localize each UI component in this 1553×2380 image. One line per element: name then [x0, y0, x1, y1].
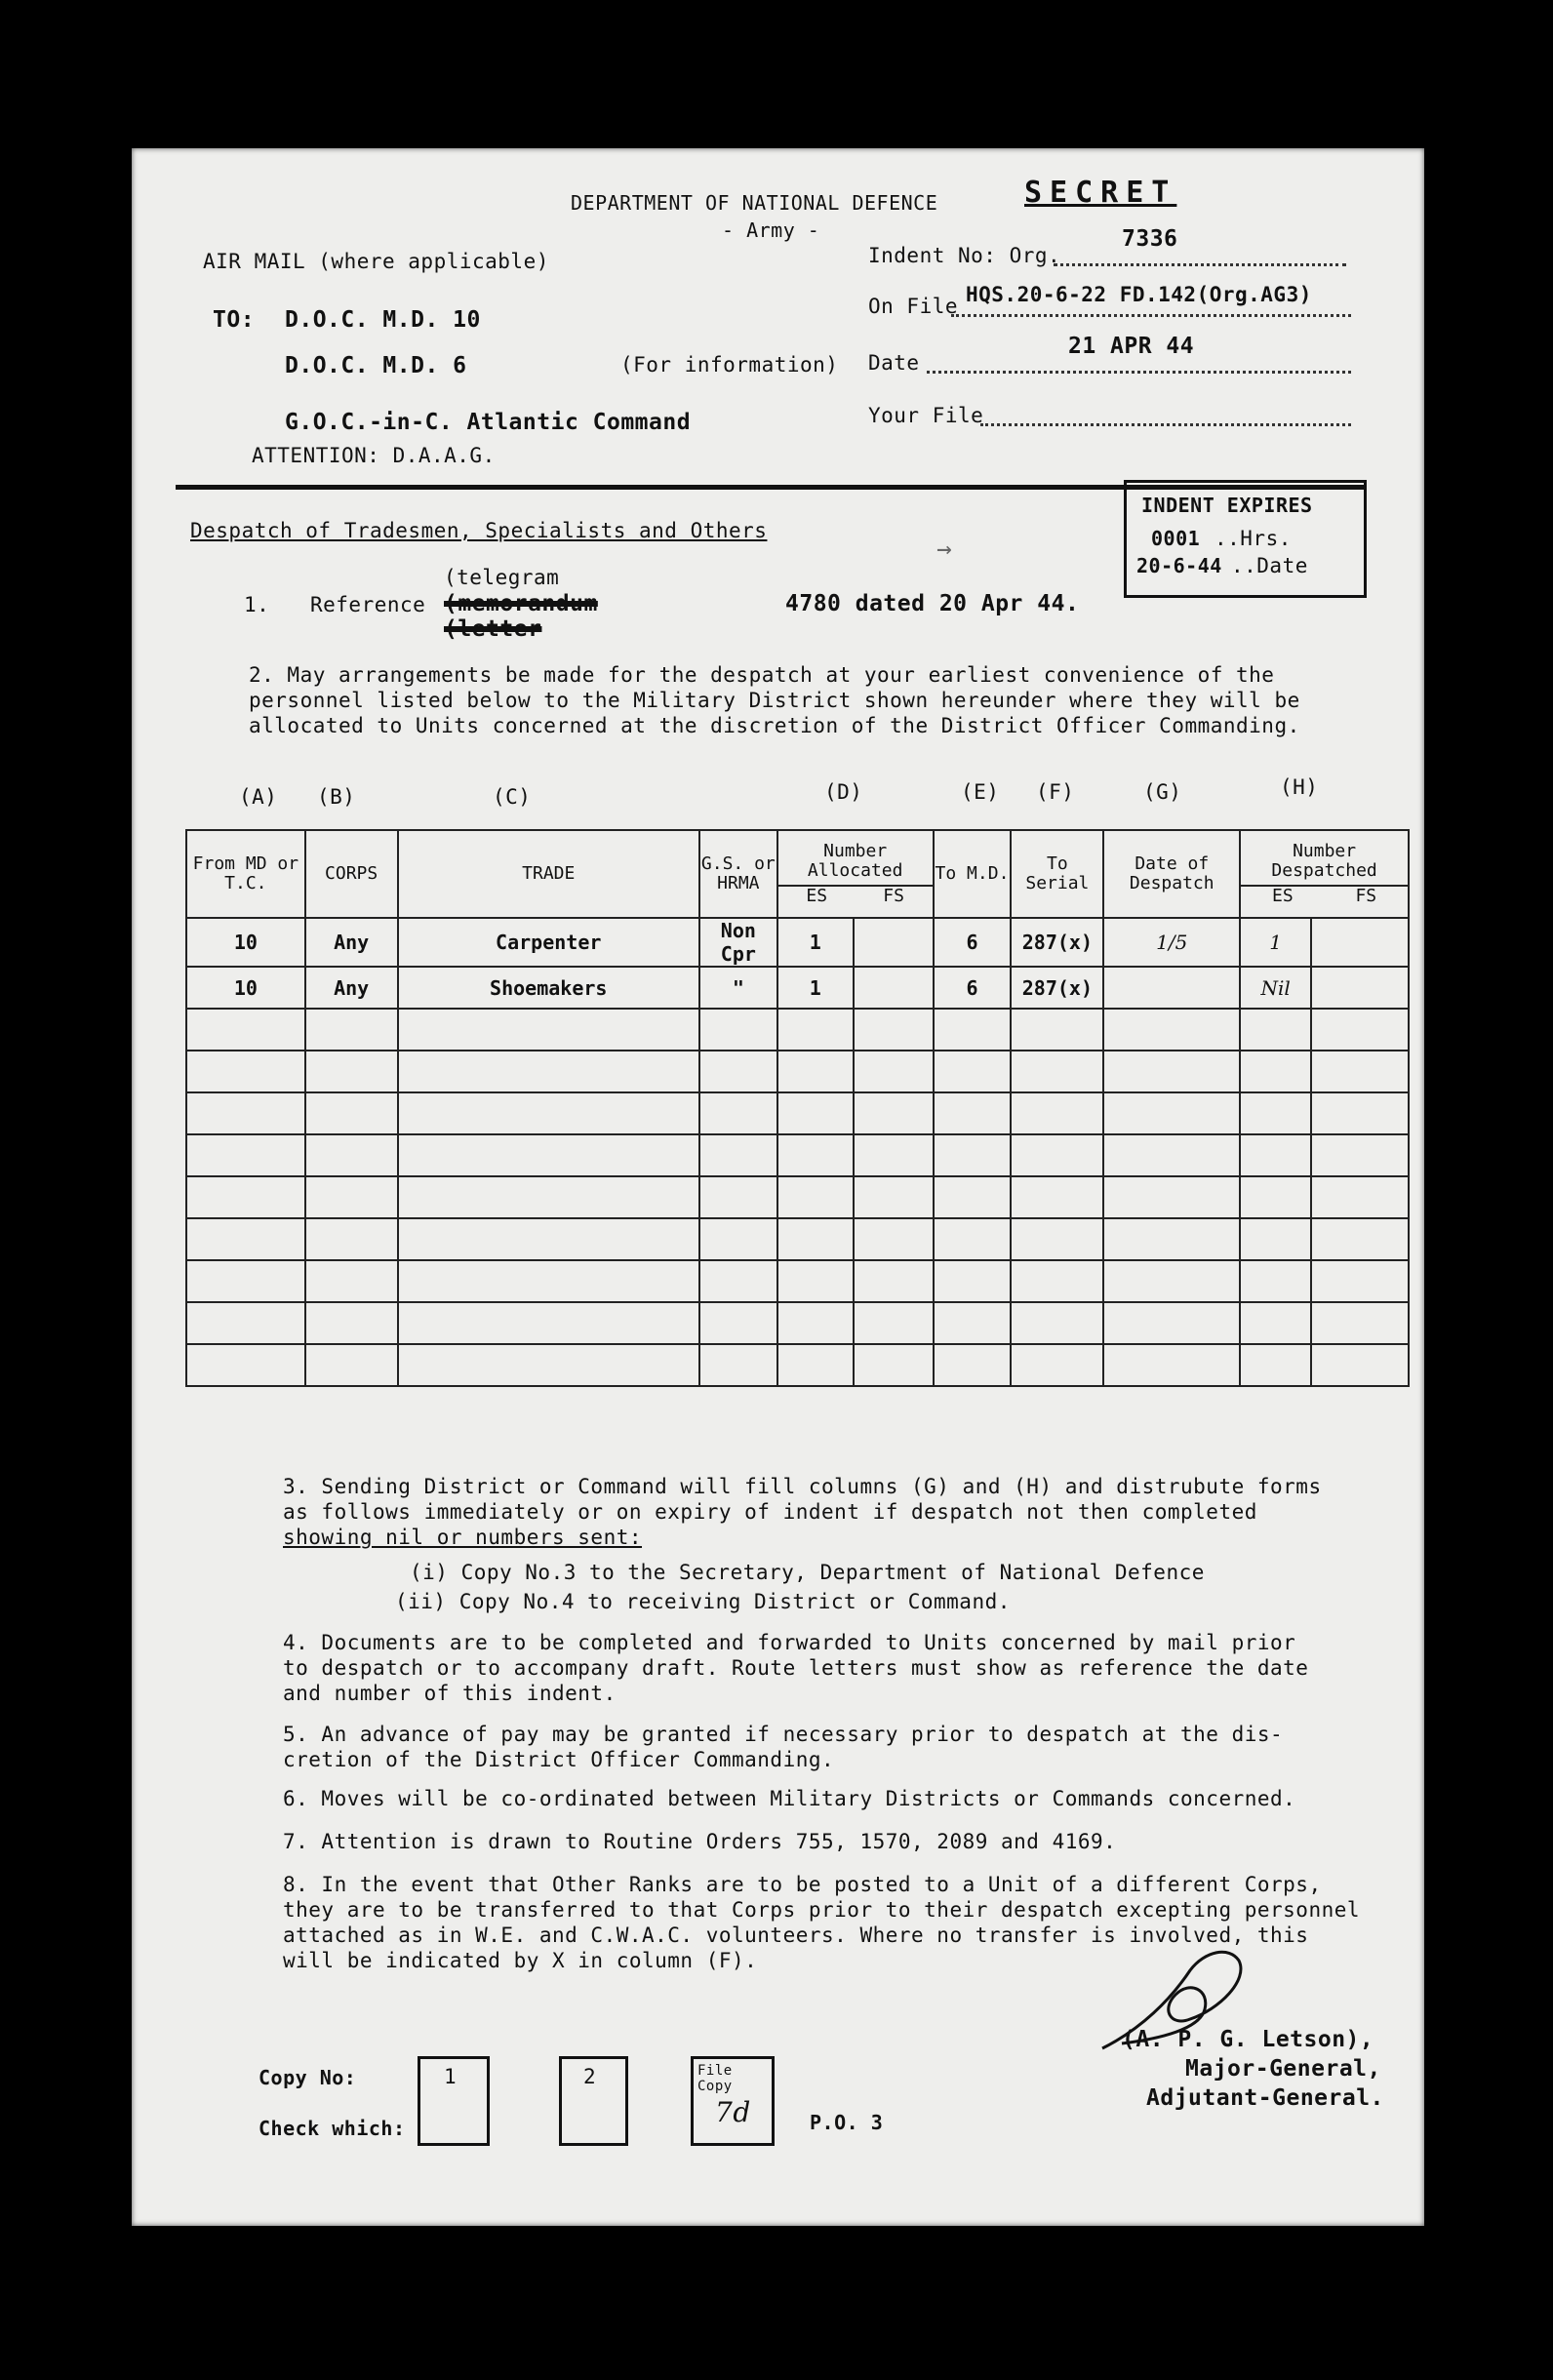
cell-to-md: 6 [934, 918, 1012, 967]
cell-date-despatch [1103, 967, 1240, 1009]
copy-box-file-handwriting: 7d [715, 2096, 751, 2128]
para3-line3: showing nil or numbers sent: [283, 1526, 643, 1549]
table-row-empty [186, 1260, 1409, 1302]
cell-gs: " [699, 967, 777, 1009]
column-letter-f: (F) [1036, 780, 1075, 804]
cell-alloc-es: 1 [777, 918, 854, 967]
cell-trade: Carpenter [398, 918, 699, 967]
para3-line2: as follows immediately or on expiry of indent if despatch not then completed [283, 1500, 1257, 1524]
cell-to-md: 6 [934, 967, 1012, 1009]
para1-label: Reference [310, 593, 426, 616]
expires-date-label: ..Date [1231, 554, 1308, 577]
header-number-allocated-title: Number Allocated [807, 841, 903, 881]
para2-line3: allocated to Units concerned at the discretion of the District Officer Commanding. [249, 714, 1300, 737]
copy-no-label: Copy No: [259, 2066, 357, 2089]
para1-struck-option-1: (memorandum [444, 591, 598, 616]
table-row-empty [186, 1176, 1409, 1218]
cell-corps: Any [305, 918, 398, 967]
header-number-despatched-title: Number Despatched [1271, 841, 1377, 881]
copy-box-2-label: 2 [583, 2065, 597, 2088]
department-heading: DEPARTMENT OF NATIONAL DEFENCE [571, 191, 938, 215]
cell-alloc-fs [854, 918, 934, 967]
header-number-allocated [777, 830, 934, 918]
copy-box-2[interactable] [559, 2056, 628, 2146]
cell-to-serial: 287(x) [1011, 918, 1103, 967]
copy4-instruction: (ii) Copy No.4 to receiving District or Command. [395, 1590, 1011, 1613]
column-letter-h: (H) [1280, 775, 1319, 799]
table-row-empty [186, 1218, 1409, 1260]
indent-value: 7336 [1122, 226, 1178, 252]
table-row-empty [186, 1092, 1409, 1134]
expires-date-value: 20-6-44 [1136, 554, 1222, 577]
cell-desp-fs [1311, 967, 1409, 1009]
copy-box-1[interactable] [418, 2056, 490, 2146]
para1-telegram: (telegram [444, 566, 560, 589]
para5-line1: 5. An advance of pay may be granted if necessary prior to despatch at the dis- [283, 1723, 1284, 1746]
table-row [186, 967, 1409, 1009]
header-from: From MD or T.C. [186, 830, 305, 918]
column-letter-e: (E) [961, 780, 1000, 804]
header-corps: CORPS [305, 830, 398, 918]
para8-line1: 8. In the event that Other Ranks are to be posted to a Unit of a different Corps, [283, 1873, 1322, 1896]
table-row-empty [186, 1302, 1409, 1344]
date-label: Date [868, 351, 920, 375]
addressee-2: D.O.C. M.D. 6 [285, 353, 467, 378]
para5-line2: cretion of the District Officer Commanding. [283, 1748, 835, 1771]
column-letter-c: (C) [493, 785, 532, 809]
table-row-empty [186, 1134, 1409, 1176]
on-file-dotted-line [951, 314, 1351, 317]
table-row-empty [186, 1051, 1409, 1092]
cell-desp-es: 1 [1240, 918, 1311, 967]
subject-line: Despatch of Tradesmen, Specialists and Others [190, 519, 768, 542]
para6: 6. Moves will be co-ordinated between Military Districts or Commands concerned. [283, 1787, 1296, 1810]
header-date-despatch: Date of Despatch [1103, 830, 1240, 918]
copy-box-file-label: File Copy [697, 2063, 733, 2094]
column-letter-g: (G) [1143, 780, 1182, 804]
cell-from: 10 [186, 918, 305, 967]
cell-corps: Any [305, 967, 398, 1009]
cell-date-despatch: 1/5 [1103, 918, 1240, 967]
header-desp-fs: FS [1355, 886, 1377, 906]
header-trade: TRADE [398, 830, 699, 918]
cell-gs: Non Cpr [699, 918, 777, 967]
your-file-dotted-line [980, 423, 1351, 426]
airmail-note: AIR MAIL (where applicable) [203, 250, 549, 273]
cell-trade: Shoemakers [398, 967, 699, 1009]
date-value: 21 APR 44 [1068, 334, 1195, 359]
classification-stamp: SECRET [1024, 176, 1177, 210]
column-letter-a: (A) [239, 785, 278, 809]
form-number: P.O. 3 [810, 2111, 884, 2134]
table-header-row [186, 830, 1409, 918]
para3-line1: 3. Sending District or Command will fill columns (G) and (H) and distrubute forms [283, 1475, 1322, 1498]
addressee-2-note: (For information) [620, 353, 839, 377]
signatory-title: Adjutant-General. [1146, 2085, 1384, 2111]
cell-from: 10 [186, 967, 305, 1009]
para4-line3: and number of this indent. [283, 1682, 617, 1705]
indent-label: Indent No: Org. [868, 244, 1061, 267]
para2-line2: personnel listed below to the Military District shown hereunder where they will be [249, 689, 1300, 712]
para1-text: 4780 dated 20 Apr 44. [785, 591, 1080, 616]
para2-line1: 2. May arrangements be made for the despatch at your earliest convenience of the [249, 663, 1275, 687]
addressee-3: G.O.C.-in-C. Atlantic Command [285, 410, 692, 435]
para8-line2: they are to be transferred to that Corps prior to their despatch excepting personnel [283, 1898, 1361, 1922]
header-desp-es: ES [1272, 886, 1294, 906]
column-letter-b: (B) [317, 785, 356, 809]
para8-line3: attached as in W.E. and C.W.A.C. volunteers. Where no transfer is involved, this [283, 1924, 1309, 1947]
header-alloc-es: ES [806, 886, 828, 906]
header-alloc-fs: FS [883, 886, 904, 906]
branch-heading: - Army - [722, 218, 820, 242]
addressee-1: D.O.C. M.D. 10 [285, 307, 481, 333]
para8-line4: will be indicated by X in column (F). [283, 1949, 758, 1972]
date-dotted-line [927, 371, 1351, 374]
para7: 7. Attention is drawn to Routine Orders 755, 1570, 2089 and 4169. [283, 1830, 1117, 1853]
para1-struck-option-2: (letter [444, 616, 542, 642]
cell-desp-fs [1311, 918, 1409, 967]
signatory-rank: Major-General, [1185, 2056, 1381, 2082]
table-row-empty [186, 1009, 1409, 1051]
copy3-instruction: (i) Copy No.3 to the Secretary, Department of National Defence [410, 1561, 1205, 1584]
header-to-md: To M.D. [934, 830, 1012, 918]
personnel-table [185, 829, 1410, 1387]
para1-number: 1. [244, 593, 270, 616]
signatory-name: (A. P. G. Letson), [1122, 2027, 1374, 2052]
on-file-value: HQS.20-6-22 FD.142(Org.AG3) [966, 283, 1312, 306]
cell-alloc-es: 1 [777, 967, 854, 1009]
attention-line: ATTENTION: D.A.A.G. [252, 444, 496, 467]
header-gs: G.S. or HRMA [699, 830, 777, 918]
check-which-label: Check which: [259, 2117, 406, 2140]
copy-box-1-label: 1 [444, 2065, 458, 2088]
on-file-label: On File [868, 295, 959, 318]
cell-desp-es: Nil [1240, 967, 1311, 1009]
expires-hrs-value: 0001 [1151, 527, 1201, 550]
cell-alloc-fs [854, 967, 934, 1009]
para4-line2: to despatch or to accompany draft. Route letters must show as reference the date [283, 1656, 1309, 1680]
arrow-mark: → [936, 535, 953, 564]
your-file-label: Your File [868, 404, 984, 427]
header-to-serial: To Serial [1011, 830, 1103, 918]
table-row-empty [186, 1344, 1409, 1386]
column-letter-d: (D) [824, 780, 863, 804]
expires-hrs-label: ..Hrs. [1215, 527, 1292, 550]
to-label: TO: [213, 307, 256, 333]
header-number-despatched [1240, 830, 1409, 918]
para4-line1: 4. Documents are to be completed and forwarded to Units concerned by mail prior [283, 1631, 1296, 1654]
indent-dotted-line [1054, 263, 1346, 266]
copy-box-file[interactable] [691, 2056, 775, 2146]
indent-expires-title: INDENT EXPIRES [1141, 494, 1313, 517]
table-row [186, 918, 1409, 967]
cell-to-serial: 287(x) [1011, 967, 1103, 1009]
